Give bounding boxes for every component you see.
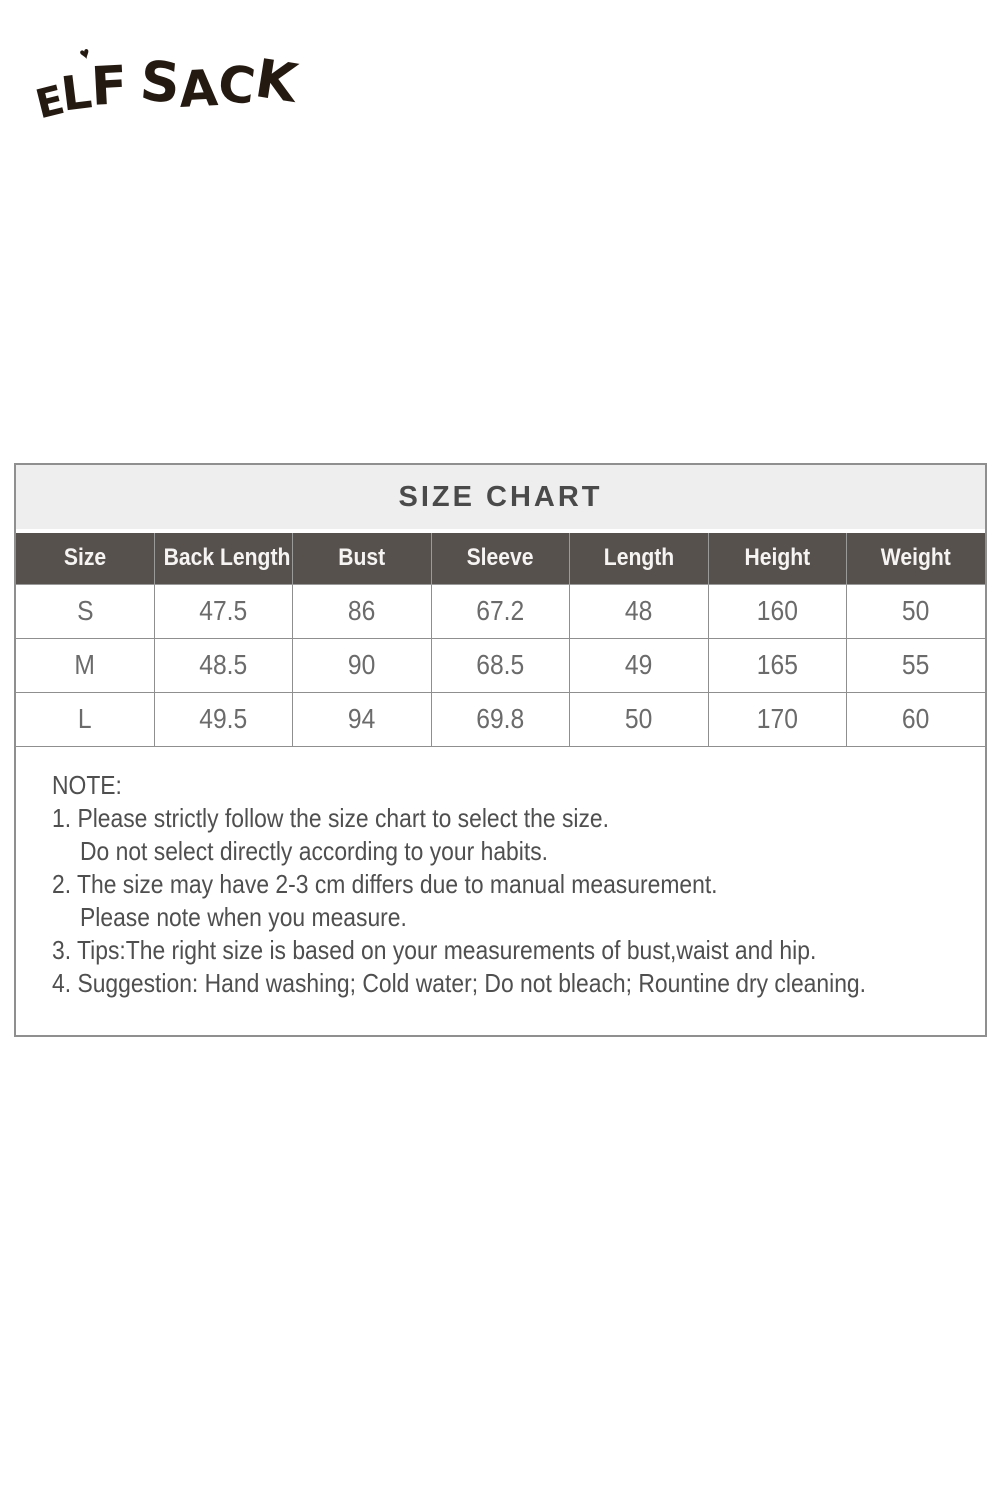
table-row-s bbox=[16, 584, 985, 638]
cell-value: 160 bbox=[756, 595, 798, 626]
column-header-bust bbox=[293, 533, 431, 584]
column-header-back-length bbox=[154, 533, 292, 584]
cell-value: 90 bbox=[348, 649, 376, 680]
table-row-l bbox=[16, 692, 985, 746]
cell-value: 69.8 bbox=[476, 703, 525, 734]
note-text: Please note when you measure. bbox=[80, 901, 407, 932]
note-text: Do not select directly according to your habits. bbox=[80, 835, 549, 866]
cell-value: 67.2 bbox=[476, 595, 525, 626]
cell-value: 49.5 bbox=[199, 703, 248, 734]
column-header-label: Back Length bbox=[163, 544, 291, 572]
brand-logo bbox=[31, 42, 301, 129]
heart-icon: ♥ bbox=[77, 42, 93, 65]
table-cell bbox=[154, 692, 292, 746]
column-header-length bbox=[570, 533, 708, 584]
note-text: 4. Suggestion: Hand washing; Cold water; Do not bleach; Rountine dry cleaning. bbox=[52, 967, 867, 998]
table-cell bbox=[431, 638, 569, 692]
note-section bbox=[16, 747, 985, 1000]
cell-value: S bbox=[76, 595, 94, 626]
table-cell bbox=[847, 584, 985, 638]
note-line-3 bbox=[52, 934, 979, 967]
table-cell bbox=[847, 692, 985, 746]
column-header-label: Weight bbox=[881, 544, 952, 572]
column-header-label: Bust bbox=[338, 544, 386, 572]
column-header-label: Length bbox=[603, 544, 675, 572]
cell-value: 68.5 bbox=[476, 649, 525, 680]
logo-letter: A bbox=[177, 59, 220, 119]
cell-value: 170 bbox=[756, 703, 798, 734]
cell-value: 94 bbox=[348, 703, 376, 734]
logo-letter: C bbox=[214, 54, 259, 117]
table-cell bbox=[293, 692, 431, 746]
cell-value: M bbox=[74, 649, 96, 680]
cell-value: 49 bbox=[625, 649, 653, 680]
size-chart-panel bbox=[14, 463, 987, 1037]
cell-value: 48.5 bbox=[199, 649, 248, 680]
note-line-4 bbox=[52, 967, 979, 1000]
logo-letter: E bbox=[31, 77, 69, 129]
cell-value: 60 bbox=[902, 703, 930, 734]
logo-letter: S bbox=[137, 48, 183, 116]
column-header-size bbox=[16, 533, 154, 584]
column-header-weight bbox=[847, 533, 985, 584]
table-cell bbox=[154, 638, 292, 692]
size-chart-title-bar bbox=[16, 465, 985, 529]
column-header-height bbox=[708, 533, 846, 584]
note-line-2b bbox=[52, 901, 979, 934]
table-cell bbox=[570, 692, 708, 746]
table-cell bbox=[431, 584, 569, 638]
column-header-label: Sleeve bbox=[467, 544, 534, 572]
size-chart-table bbox=[16, 533, 985, 747]
table-cell bbox=[16, 638, 154, 692]
table-cell bbox=[293, 584, 431, 638]
note-text: 1. Please strictly follow the size chart to select the size. bbox=[52, 802, 609, 833]
table-cell bbox=[570, 584, 708, 638]
column-header-label: Height bbox=[744, 544, 811, 572]
table-cell bbox=[431, 692, 569, 746]
table-row-m bbox=[16, 638, 985, 692]
table-cell bbox=[570, 638, 708, 692]
cell-value: 50 bbox=[625, 703, 653, 734]
column-header-label: Size bbox=[63, 544, 107, 572]
table-cell bbox=[16, 692, 154, 746]
note-heading bbox=[52, 769, 979, 802]
cell-value: 47.5 bbox=[199, 595, 248, 626]
cell-value: 48 bbox=[625, 595, 653, 626]
note-line-1 bbox=[52, 802, 979, 835]
cell-value: 50 bbox=[902, 595, 930, 626]
table-cell bbox=[154, 584, 292, 638]
table-cell bbox=[708, 692, 846, 746]
logo-letter: K bbox=[250, 48, 301, 115]
logo-letter: L bbox=[58, 64, 96, 123]
note-line-2 bbox=[52, 868, 979, 901]
table-cell bbox=[293, 638, 431, 692]
column-header-sleeve bbox=[431, 533, 569, 584]
table-cell bbox=[708, 584, 846, 638]
cell-value: L bbox=[78, 703, 92, 734]
size-chart-title: SIZE CHART bbox=[398, 480, 603, 513]
table-cell bbox=[16, 584, 154, 638]
note-line-1b bbox=[52, 835, 979, 868]
logo-letter: F bbox=[89, 55, 130, 118]
cell-value: 165 bbox=[756, 649, 798, 680]
table-cell bbox=[847, 638, 985, 692]
note-text: 2. The size may have 2-3 cm differs due to manual measurement. bbox=[52, 868, 718, 899]
cell-value: 86 bbox=[348, 595, 376, 626]
note-text: 3. Tips:The right size is based on your measurements of bust,waist and hip. bbox=[52, 934, 817, 965]
table-cell bbox=[708, 638, 846, 692]
note-heading-label: NOTE: bbox=[52, 769, 122, 800]
table-header-row bbox=[16, 533, 985, 584]
cell-value: 55 bbox=[902, 649, 930, 680]
